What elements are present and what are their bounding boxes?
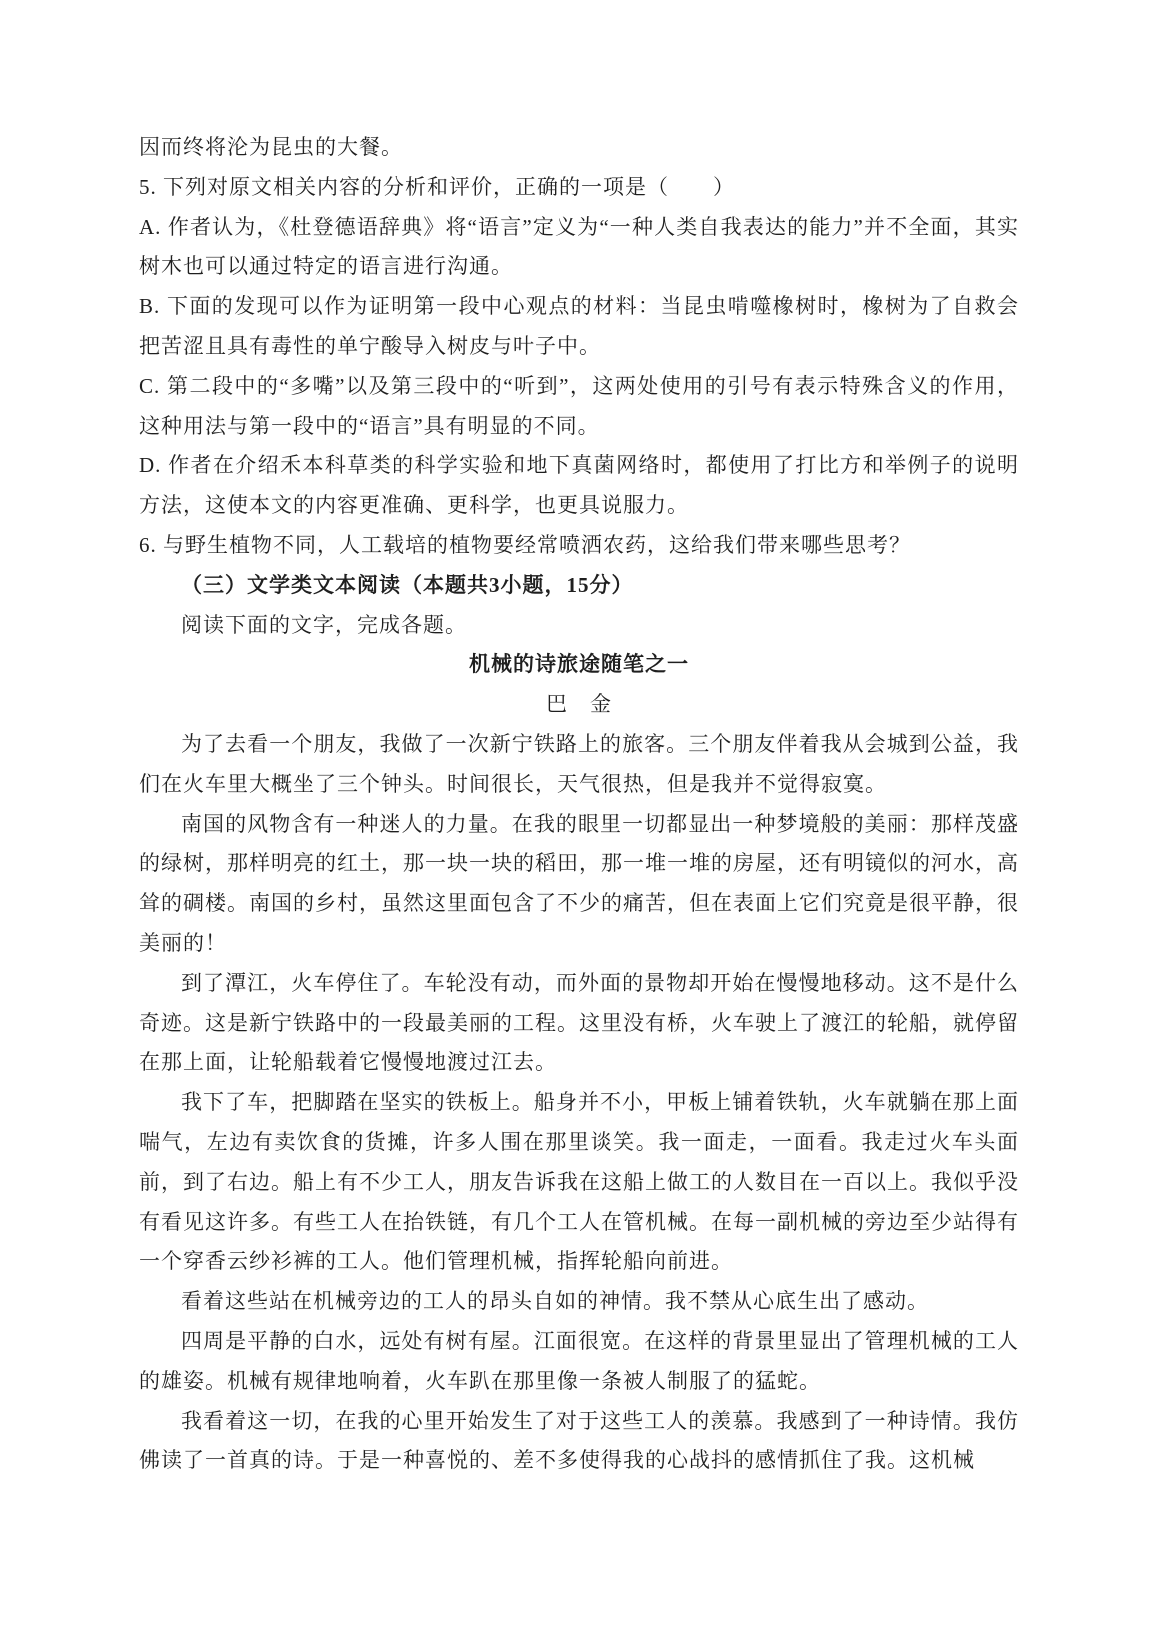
paragraph: 四周是平静的白水，远处有树有屋。江面很宽。在这样的背景里显出了管理机械的工人的雄姿。机械有规律地响着，火车趴在那里像一条被人制服了的猛蛇。 [139,1328,1019,1393]
section-heading: （三）文学类文本阅读（本题共3小题，15分） [181,572,634,597]
essay-title: 机械的诗旅途随笔之一 [469,652,689,677]
paragraph: 阅读下面的文字，完成各题。 [181,612,467,637]
paragraph: 南国的风物含有一种迷人的力量。在我的眼里一切都显出一种梦境般的美丽：那样茂盛的绿树，那样明亮的红土，那一块一块的稻田，那一堆一堆的房屋，还有明镜似的河水，高耸的碉楼。南国的乡村，虽然这里面包含了不少的痛苦，但在表面上它们究竟是很平静，很美丽的！ [139,811,1019,955]
paragraph: A. 作者认为，《杜登德语辞典》将“语言”定义为“一种人类自我表达的能力”并不全面，其实树木也可以通过特定的语言进行沟通。 [139,214,1019,279]
paragraph: D. 作者在介绍禾本科草类的科学实验和地下真菌网络时，都使用了打比方和举例子的说明方法，这使本文的内容更准确、更科学，也更具说服力。 [139,453,1019,518]
paragraph: 为了去看一个朋友，我做了一次新宁铁路上的旅客。三个朋友伴着我从会城到公益，我们在火车里大概坐了三个钟头。时间很长，天气很热，但是我并不觉得寂寞。 [139,731,1019,796]
essay-author: 巴 金 [546,692,612,717]
paragraph: 因而终将沦为昆虫的大餐。 [139,135,403,159]
paragraph: 我下了车，把脚踏在坚实的铁板上。船身并不小，甲板上铺着铁轨，火车就躺在那上面喘气，左边有卖饮食的货摊，许多人围在那里谈笑。我一面走，一面看。我走过火车头面前，到了右边。船上有不少工人，朋友告诉我在这船上做工的人数目在一百以上。我似乎没有看见这许多。有些工人在抬铁链，有几个工人在管机械。在每一副机械的旁边至少站得有一个穿香云纱衫裤的工人。他们管理机械，指挥轮船向前进。 [139,1090,1019,1274]
document-text-column [139,128,1019,1481]
paragraph: 到了潭江，火车停住了。车轮没有动，而外面的景物却开始在慢慢地移动。这不是什么奇迹。这是新宁铁路中的一段最美丽的工程。这里没有桥，火车驶上了渡江的轮船，就停留在那上面，让轮船载着它慢慢地渡过江去。 [139,970,1019,1075]
paragraph: B. 下面的发现可以作为证明第一段中心观点的材料：当昆虫啃噬橡树时，橡树为了自救会把苦涩且具有毒性的单宁酸导入树皮与叶子中。 [139,294,1019,358]
paragraph: 5. 下列对原文相关内容的分析和评价，正确的一项是（ ） [139,174,735,199]
paragraph: C. 第二段中的“多嘴”以及第三段中的“听到”，这两处使用的引号有表示特殊含义的作用，这种用法与第一段中的“语言”具有明显的不同。 [139,373,1019,438]
paragraph: 看着这些站在机械旁边的工人的昂头自如的神情。我不禁从心底生出了感动。 [181,1289,929,1314]
paragraph: 6. 与野生植物不同，人工载培的植物要经常喷洒农药，这给我们带来哪些思考？ [139,532,911,557]
paragraph: 我看着这一切，在我的心里开始发生了对于这些工人的羡慕。我感到了一种诗情。我仿佛读了一首真的诗。于是一种喜悦的、差不多使得我的心战抖的感情抓住了我。这机械 [139,1408,1019,1473]
